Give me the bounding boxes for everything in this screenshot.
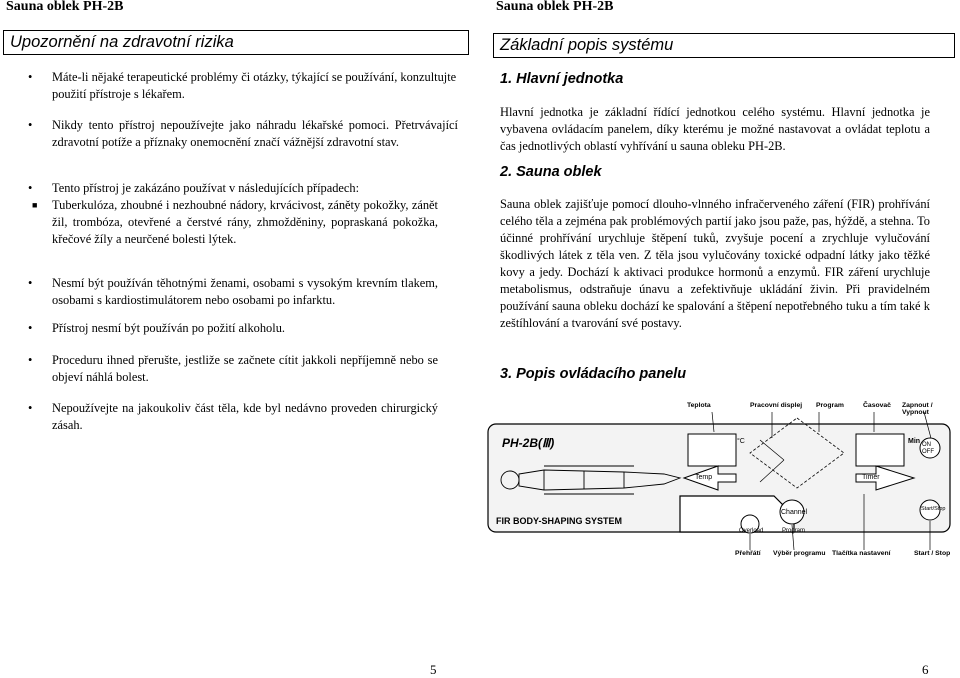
label-pracovni-displej: Pracovní displej — [750, 402, 803, 409]
label-prehrati: Přehřátí — [735, 550, 761, 557]
label-start-stop: Start / Stop — [914, 550, 951, 557]
right-page-number: 6 — [922, 662, 929, 677]
bullet-dot: • — [28, 276, 33, 290]
sub-bullet: ■ Tuberkulóza, zhoubné i nezhoubné nádory, krvácivost, záněty pokožky, zánět žil, trombóza, otevřené a čerstvé rány, zhmožděniny, popraskaná pokožka, křečové žíly a neurčené bolesti lýtek. — [32, 198, 438, 246]
left-section-title: Upozornění na zdravotní rizika — [3, 30, 469, 55]
model-name: PH-2B(Ⅲ) — [502, 436, 555, 450]
min-unit: Min — [908, 438, 921, 445]
bullet-dot: • — [28, 353, 33, 367]
subtitle-sauna-suit: 2. Sauna oblek — [500, 164, 602, 180]
bullet-dot: • — [28, 70, 33, 84]
sauna-suit-text: Sauna oblek zajišťuje pomocí dlouho-vlnného infračerveného záření (FIR) prohřívání celého těla a zejména pak problémových partií jako jsou paže, pas, hýždě, a stehna. To účinné prohřívání urychluje štěpení tuků, zvyšuje pocení a zrychluje vylučování škodlivých látek z těla ven. Z těla jsou vylučovány toxické odpadní látky jako těžké kovy a jedy. Dochází k aktivaci produkce hormonů a enzymů. FIR záření urychluje metabolismus, odstraňuje únavu a zefektivňuje ukládání živin. Při pravidelném používání sauna obleku dochází ke spalování a štěpení nepotřebného tuku a tím také k zeštíhlování a tvarování své postavy. — [500, 197, 930, 330]
left-page-header: Sauna oblek PH-2B — [6, 0, 124, 14]
channel-button[interactable]: Channel — [781, 509, 808, 516]
on-off-button[interactable]: ON OFF — [922, 442, 934, 455]
right-page-header: Sauna oblek PH-2B — [496, 0, 614, 14]
temp-button[interactable]: Temp — [695, 474, 713, 481]
left-page-number: 5 — [430, 662, 437, 677]
label-tlacitka-nastaveni: Tlačítka nastavení — [832, 550, 891, 557]
bullet-2: • Nikdy tento přístroj nepoužívejte jako náhradu lékařské pomoci. Přetrvávající zdravotní potíže a příznaky onemocnění značí vážnější zdravotní stav. — [28, 118, 458, 149]
label-teplota: Teplota — [687, 402, 711, 409]
bullet-1: • Máte-li nějaké terapeutické problémy či otázky, týkající se používání, konzultujte použití přístroje s lékařem. — [28, 70, 457, 101]
main-unit-text: Hlavní jednotka je základní řídící jednotkou celého systému. Hlavní jednotka je vybavena ovládacím panelem, díky kterému je možné nastavovat a ovládat teplotu a čas jednotlivých oblastí vyhřívání u sauna obleku PH-2B. — [500, 105, 930, 153]
celsius-unit: °C — [737, 438, 745, 445]
right-section-title: Základní popis systému — [493, 33, 955, 58]
label-casovac: Časovač — [863, 402, 891, 409]
label-program: Program — [816, 402, 844, 409]
square-bullet-icon: ■ — [32, 200, 38, 210]
bullet-dot: • — [28, 118, 33, 132]
subtitle-control-panel: 3. Popis ovládacího panelu — [500, 366, 687, 382]
subtitle-main-unit: 1. Hlavní jednotka — [500, 71, 624, 87]
bullet-5: • Přístroj nesmí být používán po požití alkoholu. — [28, 321, 285, 335]
overload-indicator: Overload — [739, 528, 764, 534]
label-vyber-programu: Výběr programu — [773, 550, 826, 557]
bullet-dot: • — [28, 401, 33, 415]
timer-button[interactable]: Timer — [862, 474, 880, 481]
brand-text: FIR BODY-SHAPING SYSTEM — [496, 516, 623, 526]
bullet-6: • Proceduru ihned přerušte, jestliže se začnete cítit jakkoli nepříjemně nebo se objeví náhlá bolest. — [28, 353, 438, 384]
bullet-4: • Nesmí být používán těhotnými ženami, osobami s vysokým krevním tlakem, osobami s kardiostimulátorem nebo osobami po infarktu. — [28, 276, 438, 307]
bullet-7: • Nepoužívejte na jakoukoliv část těla, kde byl nedávno proveden chirurgický zásah. — [28, 401, 438, 432]
control-panel-diagram — [484, 398, 956, 560]
bullet-dot: • — [28, 321, 33, 335]
bullet-dot: • — [28, 181, 33, 195]
panel-drawing — [484, 398, 956, 560]
program-indicator: Program — [782, 528, 806, 534]
bullet-3: • Tento přístroj je zakázáno používat v následujících případech: — [28, 181, 360, 195]
start-stop-button[interactable]: Start/Stop — [921, 506, 946, 512]
label-zapnout-vypnout: Zapnout / Vypnout — [902, 402, 933, 416]
